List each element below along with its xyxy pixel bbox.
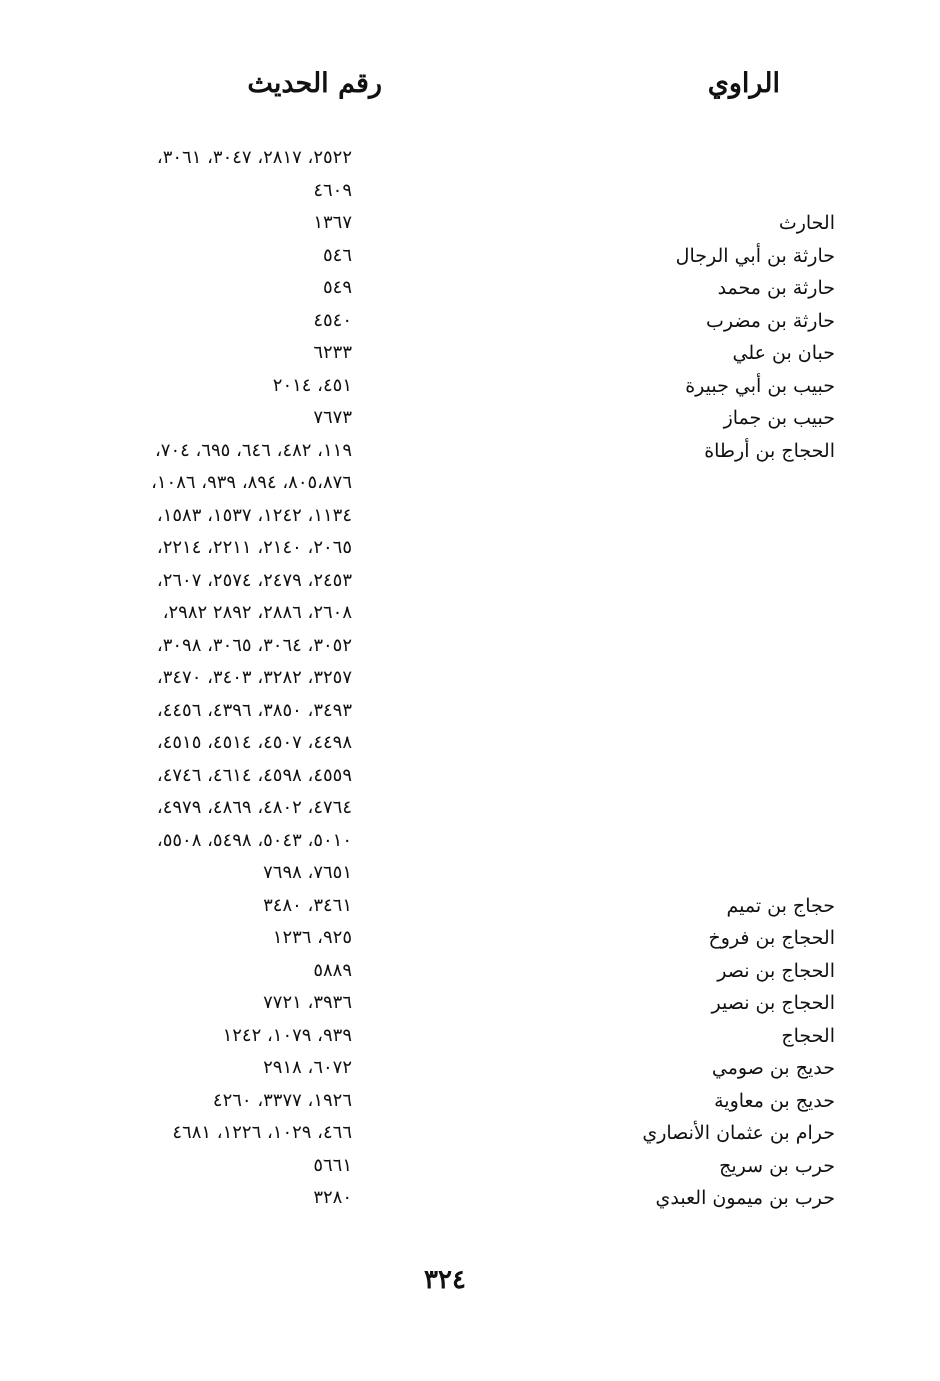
hadith-numbers: ٣٢٨٠ bbox=[313, 1187, 352, 1208]
hadith-numbers: ٢٤٥٣، ٢٤٧٩، ٢٥٧٤، ٢٦٠٧، bbox=[156, 569, 352, 591]
narrator-name: الحجاج بن نصير bbox=[711, 992, 835, 1014]
index-row bbox=[60, 597, 840, 630]
index-row bbox=[60, 1052, 840, 1085]
index-row bbox=[60, 1182, 840, 1215]
hadith-numbers: ١٩٢٦، ٣٣٧٧، ٤٢٦٠ bbox=[212, 1089, 352, 1111]
hadith-numbers: ٣٠٥٢، ٣٠٦٤، ٣٠٦٥، ٣٠٩٨، bbox=[156, 634, 352, 656]
index-row bbox=[60, 955, 840, 988]
index-row bbox=[60, 1020, 840, 1053]
index-row bbox=[60, 760, 840, 793]
index-row bbox=[60, 240, 840, 273]
index-row bbox=[60, 857, 840, 890]
hadith-numbers: ٤٦٠٩ bbox=[313, 179, 352, 201]
index-row bbox=[60, 467, 840, 500]
index-row bbox=[60, 890, 840, 923]
hadith-numbers: ٧٦٧٣ bbox=[313, 407, 352, 428]
index-row bbox=[60, 662, 840, 695]
index-row bbox=[60, 305, 840, 338]
narrator-name: حارثة بن مضرب bbox=[705, 309, 835, 332]
index-table bbox=[60, 142, 840, 1215]
hadith-numbers: ٤٦٦، ١٠٢٩، ١٢٢٦، ٤٦٨١ bbox=[172, 1122, 352, 1143]
hadith-numbers: ٢٦٠٨، ٢٨٨٦، ٢٨٩٢ ٢٩٨٢، bbox=[162, 602, 352, 623]
narrator-name: الحجاج بن فروخ bbox=[708, 927, 835, 949]
hadith-numbers: ٣٤٦١، ٣٤٨٠ bbox=[263, 894, 352, 916]
index-row bbox=[60, 142, 840, 175]
narrator-column-header: الراوي bbox=[707, 68, 780, 99]
index-row bbox=[60, 695, 840, 728]
page-number: ٣٢٤ bbox=[424, 1265, 466, 1295]
hadith-numbers: ٧٦٥١، ٧٦٩٨ bbox=[263, 862, 352, 883]
index-row bbox=[60, 175, 840, 208]
narrator-name: حبان بن علي bbox=[732, 342, 835, 364]
hadith-numbers: ٤٥٥٩، ٤٥٩٨، ٤٦١٤، ٤٧٤٦، bbox=[156, 764, 352, 786]
narrator-name: حرام بن عثمان الأنصاري bbox=[642, 1122, 835, 1144]
hadith-numbers: ٢٠٦٥، ٢١٤٠، ٢٢١١، ٢٢١٤، bbox=[156, 537, 352, 558]
narrator-name: حديج بن صومي bbox=[711, 1057, 835, 1079]
narrator-name: الحجاج بن أرطاة bbox=[704, 439, 835, 462]
narrator-name: الحجاج بن نصر bbox=[717, 959, 835, 982]
narrator-name: حبيب بن جماز bbox=[723, 407, 835, 429]
hadith-numbers: ٢٥٢٢، ٢٨١٧، ٣٠٤٧، ٣٠٦١، bbox=[156, 147, 352, 168]
hadith-numbers: ٥٤٦ bbox=[322, 244, 352, 266]
hadith-numbers: ٥٠١٠، ٥٠٤٣، ٥٤٩٨، ٥٥٠٨، bbox=[156, 829, 352, 851]
hadith-numbers: ٦٠٧٢، ٢٩١٨ bbox=[263, 1057, 352, 1078]
narrator-name: الحارث bbox=[778, 212, 835, 234]
index-row bbox=[60, 500, 840, 533]
hadith-numbers: ٤٤٩٨، ٤٥٠٧، ٤٥١٤، ٤٥١٥، bbox=[156, 732, 352, 753]
index-row bbox=[60, 792, 840, 825]
index-row bbox=[60, 1150, 840, 1183]
index-row bbox=[60, 825, 840, 858]
hadith-numbers: ٦٢٣٣ bbox=[313, 342, 352, 363]
hadith-numbers: ١٣٦٧ bbox=[313, 212, 352, 233]
index-row bbox=[60, 272, 840, 305]
hadith-numbers: ٤٥١، ٢٠١٤ bbox=[272, 374, 352, 396]
hadith-numbers: ٤٧٦٤، ٤٨٠٢، ٤٨٦٩، ٤٩٧٩، bbox=[156, 797, 352, 818]
hadith-numbers: ١١٣٤، ١٢٤٢، ١٥٣٧، ١٥٨٣، bbox=[156, 504, 352, 526]
index-row bbox=[60, 922, 840, 955]
hadith-numbers: ٩٣٩، ١٠٧٩، ١٢٤٢ bbox=[222, 1024, 352, 1046]
hadith-numbers: ١١٩، ٤٨٢، ٦٤٦، ٦٩٥، ٧٠٤، bbox=[154, 439, 352, 461]
index-row bbox=[60, 435, 840, 468]
narrator-name: حديج بن معاوية bbox=[714, 1089, 835, 1112]
hadith-numbers: ٨٠٥،٨٧٦، ٨٩٤، ٩٣٩، ١٠٨٦، bbox=[151, 472, 352, 493]
narrator-name: حارثة بن أبي الرجال bbox=[675, 244, 835, 267]
narrator-name: حبيب بن أبي جبيرة bbox=[685, 374, 835, 397]
hadith-numbers: ٣٢٥٧، ٣٢٨٢، ٣٤٠٣، ٣٤٧٠، bbox=[156, 667, 352, 688]
index-row bbox=[60, 987, 840, 1020]
narrator-name: حرب بن سريج bbox=[719, 1154, 835, 1177]
narrator-name: حجاج بن تميم bbox=[726, 894, 835, 917]
index-row bbox=[60, 532, 840, 565]
hadith-numbers: ٣٤٩٣، ٣٨٥٠، ٤٣٩٦، ٤٤٥٦، bbox=[156, 699, 352, 721]
hadith-numbers: ٩٢٥، ١٢٣٦ bbox=[272, 927, 352, 948]
hadith-numbers: ٤٥٤٠ bbox=[313, 309, 352, 331]
narrator-name: حارثة بن محمد bbox=[717, 277, 835, 299]
index-row bbox=[60, 630, 840, 663]
index-row bbox=[60, 337, 840, 370]
hadith-numbers: ٥٦٦١ bbox=[313, 1154, 352, 1176]
hadith-numbers: ٥٤٩ bbox=[322, 277, 352, 298]
hadith-numbers: ٥٨٨٩ bbox=[313, 959, 352, 981]
narrator-name: حرب بن ميمون العبدي bbox=[655, 1187, 835, 1209]
index-row bbox=[60, 370, 840, 403]
index-row bbox=[60, 402, 840, 435]
index-row bbox=[60, 1117, 840, 1150]
hadith-numbers: ٣٩٣٦، ٧٧٢١ bbox=[263, 992, 352, 1013]
index-row bbox=[60, 565, 840, 598]
hadith-number-column-header: رقم الحديث bbox=[247, 68, 382, 99]
index-row bbox=[60, 1085, 840, 1118]
index-row bbox=[60, 207, 840, 240]
index-row bbox=[60, 727, 840, 760]
narrator-name: الحجاج bbox=[781, 1024, 835, 1047]
